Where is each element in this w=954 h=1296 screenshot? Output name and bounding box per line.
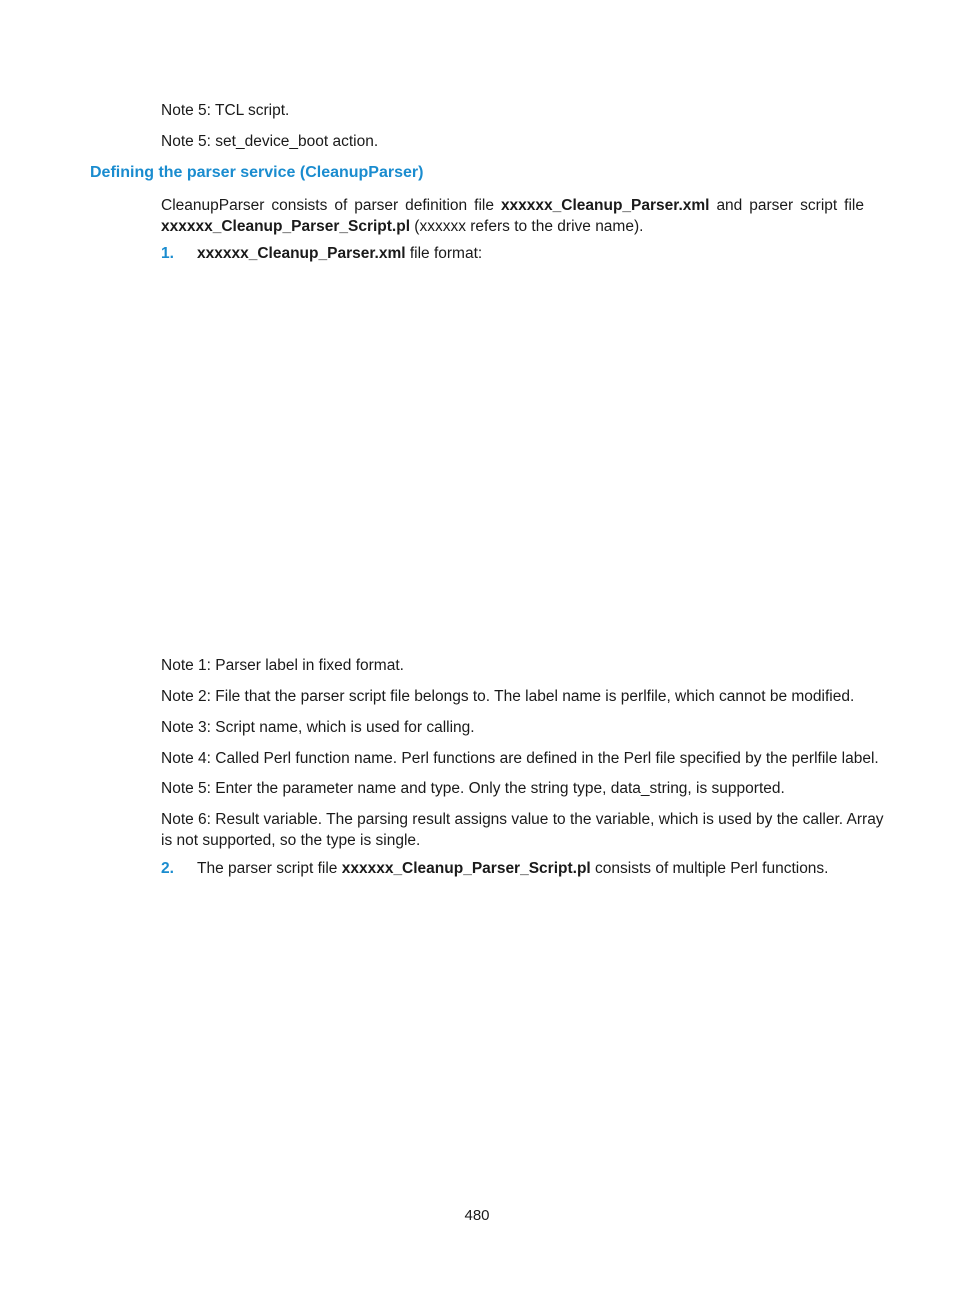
step-2 bbox=[161, 858, 864, 879]
intro-xml-filename: xxxxxx_Cleanup_Parser.xml bbox=[500, 197, 710, 214]
step-1-filename: xxxxxx_Cleanup_Parser.xml bbox=[197, 245, 406, 262]
step-2-text-1: The parser script file bbox=[197, 860, 342, 877]
step-2-number: 2. bbox=[161, 860, 174, 877]
note-5: Note 5: Enter the parameter name and type. Only the string type, data_string, is supported. bbox=[161, 780, 785, 797]
intro-text-1: CleanupParser consists of parser definition file bbox=[161, 197, 501, 214]
page-number: 480 bbox=[464, 1207, 490, 1224]
intro-text-3: (xxxxxx refers to the drive name). bbox=[410, 218, 644, 235]
section-heading: Defining the parser service (CleanupParser) bbox=[90, 164, 424, 181]
intro-script-filename: xxxxxx_Cleanup_Parser_Script.pl bbox=[161, 218, 410, 235]
intro-line-1 bbox=[161, 195, 864, 216]
step-1-text: file format: bbox=[405, 245, 483, 262]
step-2-filename: xxxxxx_Cleanup_Parser_Script.pl bbox=[341, 860, 591, 877]
note-4: Note 4: Called Perl function name. Perl functions are defined in the Perl file specified by the perlfile label. bbox=[161, 750, 879, 767]
top-note-tcl-script: Note 5: TCL script. bbox=[161, 102, 290, 119]
top-note-set-device-boot: Note 5: set_device_boot action. bbox=[161, 133, 379, 150]
step-1 bbox=[161, 243, 864, 264]
intro-text-2: and parser script file bbox=[709, 197, 864, 214]
note-3: Note 3: Script name, which is used for calling. bbox=[161, 719, 475, 736]
step-1-number: 1. bbox=[161, 245, 174, 262]
step-2-text-2: consists of multiple Perl functions. bbox=[590, 860, 829, 877]
note-6-line-1: Note 6: Result variable. The parsing result assigns value to the variable, which is used by the caller. Array bbox=[161, 811, 884, 828]
note-6-line-2: is not supported, so the type is single. bbox=[161, 832, 421, 849]
note-1: Note 1: Parser label in fixed format. bbox=[161, 657, 404, 674]
note-2: Note 2: File that the parser script file belongs to. The label name is perlfile, which cannot be modified. bbox=[161, 688, 855, 705]
intro-line-2 bbox=[161, 216, 864, 237]
